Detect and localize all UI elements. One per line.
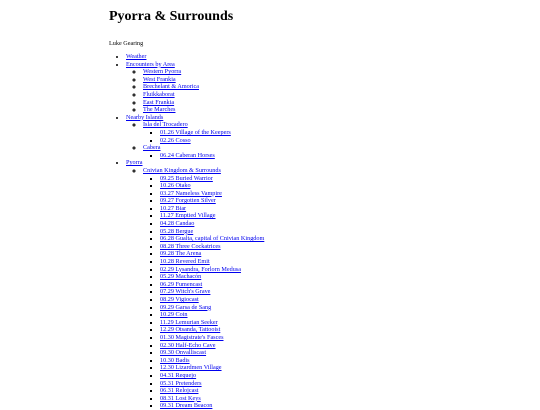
link-location[interactable]: 10.29 Coin: [160, 311, 188, 319]
list-item: [160, 190, 529, 198]
list-item: [160, 212, 529, 220]
list-item: [126, 61, 529, 114]
link-location[interactable]: 01.26 Village of the Keepers: [160, 128, 231, 136]
link-encounter-area[interactable]: Brechelant & Amorica: [143, 83, 200, 91]
link-location[interactable]: 06.24 Caberan Horses: [160, 151, 215, 159]
link-encounter-area[interactable]: East Frankia: [143, 98, 175, 106]
list-item: [160, 266, 529, 274]
list-item: [143, 68, 529, 76]
list-item: [160, 197, 529, 205]
list-item: [160, 319, 529, 327]
list-item: [160, 220, 529, 228]
link-location[interactable]: 05.28 Bergue: [160, 227, 194, 235]
link-location[interactable]: 09.28 The Arena: [160, 250, 202, 258]
list-item: [160, 304, 529, 312]
link-location[interactable]: 04.31 Requejo: [160, 371, 197, 379]
list-item: [143, 144, 529, 159]
cabera-list: [143, 152, 529, 160]
link-location[interactable]: 09.27 Forgotten Silver: [160, 197, 216, 205]
link-location[interactable]: 07.29 Witch's Grave: [160, 288, 211, 296]
list-item: [160, 205, 529, 213]
isla-list: [143, 129, 529, 144]
link-encounter-area[interactable]: West Frankia: [143, 75, 176, 83]
list-item: [160, 311, 529, 319]
link-location[interactable]: 08.29 Vigiocast: [160, 296, 199, 303]
list-item: [160, 326, 529, 334]
link-pyorra[interactable]: Pyorra: [126, 159, 143, 167]
link-cabera[interactable]: Cabera: [143, 144, 161, 152]
islands-list: [126, 121, 529, 159]
link-encounter-area[interactable]: The Marches: [143, 106, 176, 114]
link-location[interactable]: 06.28 Gualta, capital of Cnivian Kingdom: [160, 235, 265, 243]
list-item: [143, 106, 529, 114]
list-item: [143, 83, 529, 91]
link-nearby-islands[interactable]: Nearby Islands: [126, 113, 164, 121]
list-item: [160, 372, 529, 380]
link-location[interactable]: 10.26 Otako: [160, 182, 191, 190]
list-item: [160, 288, 529, 296]
list-item: [160, 296, 529, 304]
list-item: [160, 235, 529, 243]
link-location[interactable]: 03.27 Nameless Vampire: [160, 189, 222, 197]
list-item: [126, 114, 529, 160]
list-item: [160, 334, 529, 342]
list-item: [160, 258, 529, 266]
link-location[interactable]: 11.27 Emptied Village: [160, 212, 216, 220]
link-weather[interactable]: Weather: [126, 53, 147, 60]
list-item: [160, 357, 529, 365]
link-location[interactable]: 01.30 Magistrate's Fasces: [160, 333, 224, 341]
list-item: [143, 91, 529, 99]
list-item: [160, 380, 529, 388]
list-item: [160, 364, 529, 372]
list-item: [160, 402, 529, 410]
link-location[interactable]: 05.29 Machacón: [160, 273, 202, 281]
link-location[interactable]: 02.26 Cosso: [160, 136, 191, 144]
link-location[interactable]: 12.30 Lizardmen Village: [160, 364, 222, 372]
list-item: [160, 182, 529, 190]
link-location[interactable]: 09.29 Garsa de Sang: [160, 303, 212, 311]
link-cnivian-kingdom[interactable]: Cnivian Kingdom & Surrounds: [143, 166, 221, 174]
list-item: [160, 387, 529, 395]
list-item: [160, 175, 529, 183]
list-item: [143, 121, 529, 144]
link-location[interactable]: 04.28 Candao: [160, 220, 195, 228]
list-item: [160, 250, 529, 258]
list-item: [160, 137, 529, 145]
list-item: [143, 167, 529, 410]
link-location[interactable]: 10.30 Badis: [160, 356, 190, 364]
link-isla-del-trocadero[interactable]: Isla del Trocadero: [143, 121, 188, 129]
link-encounter-area[interactable]: Fluikkaborat: [143, 90, 175, 98]
table-of-contents: [109, 53, 529, 410]
link-location[interactable]: 06.31 Relojcast: [160, 387, 199, 395]
link-encounters[interactable]: Encounters by Area: [126, 60, 175, 68]
list-item: [126, 53, 529, 61]
link-location[interactable]: 06.29 Fumencast: [160, 280, 203, 288]
encounters-list: [126, 68, 529, 114]
link-location[interactable]: 09.25 Buried Warrior: [160, 174, 213, 182]
page: [109, 9, 529, 410]
link-location[interactable]: 09.31 Dream Beacon: [160, 402, 213, 410]
link-location[interactable]: 02.30 Half-Echo Cave: [160, 341, 216, 349]
page-title: Pyorra & Surrounds: [109, 9, 234, 24]
cnivian-list: [143, 175, 529, 410]
link-location[interactable]: 08.31 Lost Keys: [160, 394, 201, 402]
link-location[interactable]: 05.31 Pretenders: [160, 379, 202, 387]
list-item: [143, 99, 529, 107]
list-item: [160, 152, 529, 160]
list-item: [126, 159, 529, 410]
link-location[interactable]: 02.29 Lysandra, Forlorn Medusa: [160, 265, 241, 273]
list-item: [160, 228, 529, 236]
author-name: Luke Gearing: [109, 40, 144, 47]
link-location[interactable]: 11.29 Lemurian Seeker: [160, 318, 218, 326]
pyorra-list: [126, 167, 529, 410]
link-location[interactable]: 09.30 Onvalliscast: [160, 349, 207, 357]
list-item: [160, 243, 529, 251]
link-location[interactable]: 10.28 Revered Emit: [160, 258, 210, 266]
list-item: [143, 76, 529, 84]
link-encounter-area[interactable]: Western Pyorra: [143, 68, 182, 76]
link-location[interactable]: 08.28 Three Cockatrices: [160, 242, 221, 250]
list-item: [160, 273, 529, 281]
link-location[interactable]: 12.29 Otsanda, Tattooist: [160, 326, 221, 334]
list-item: [160, 281, 529, 289]
list-item: [160, 342, 529, 350]
link-location[interactable]: 10.27 Biar: [160, 204, 187, 212]
list-item: [160, 129, 529, 137]
list-item: [160, 349, 529, 357]
list-item: [160, 395, 529, 403]
